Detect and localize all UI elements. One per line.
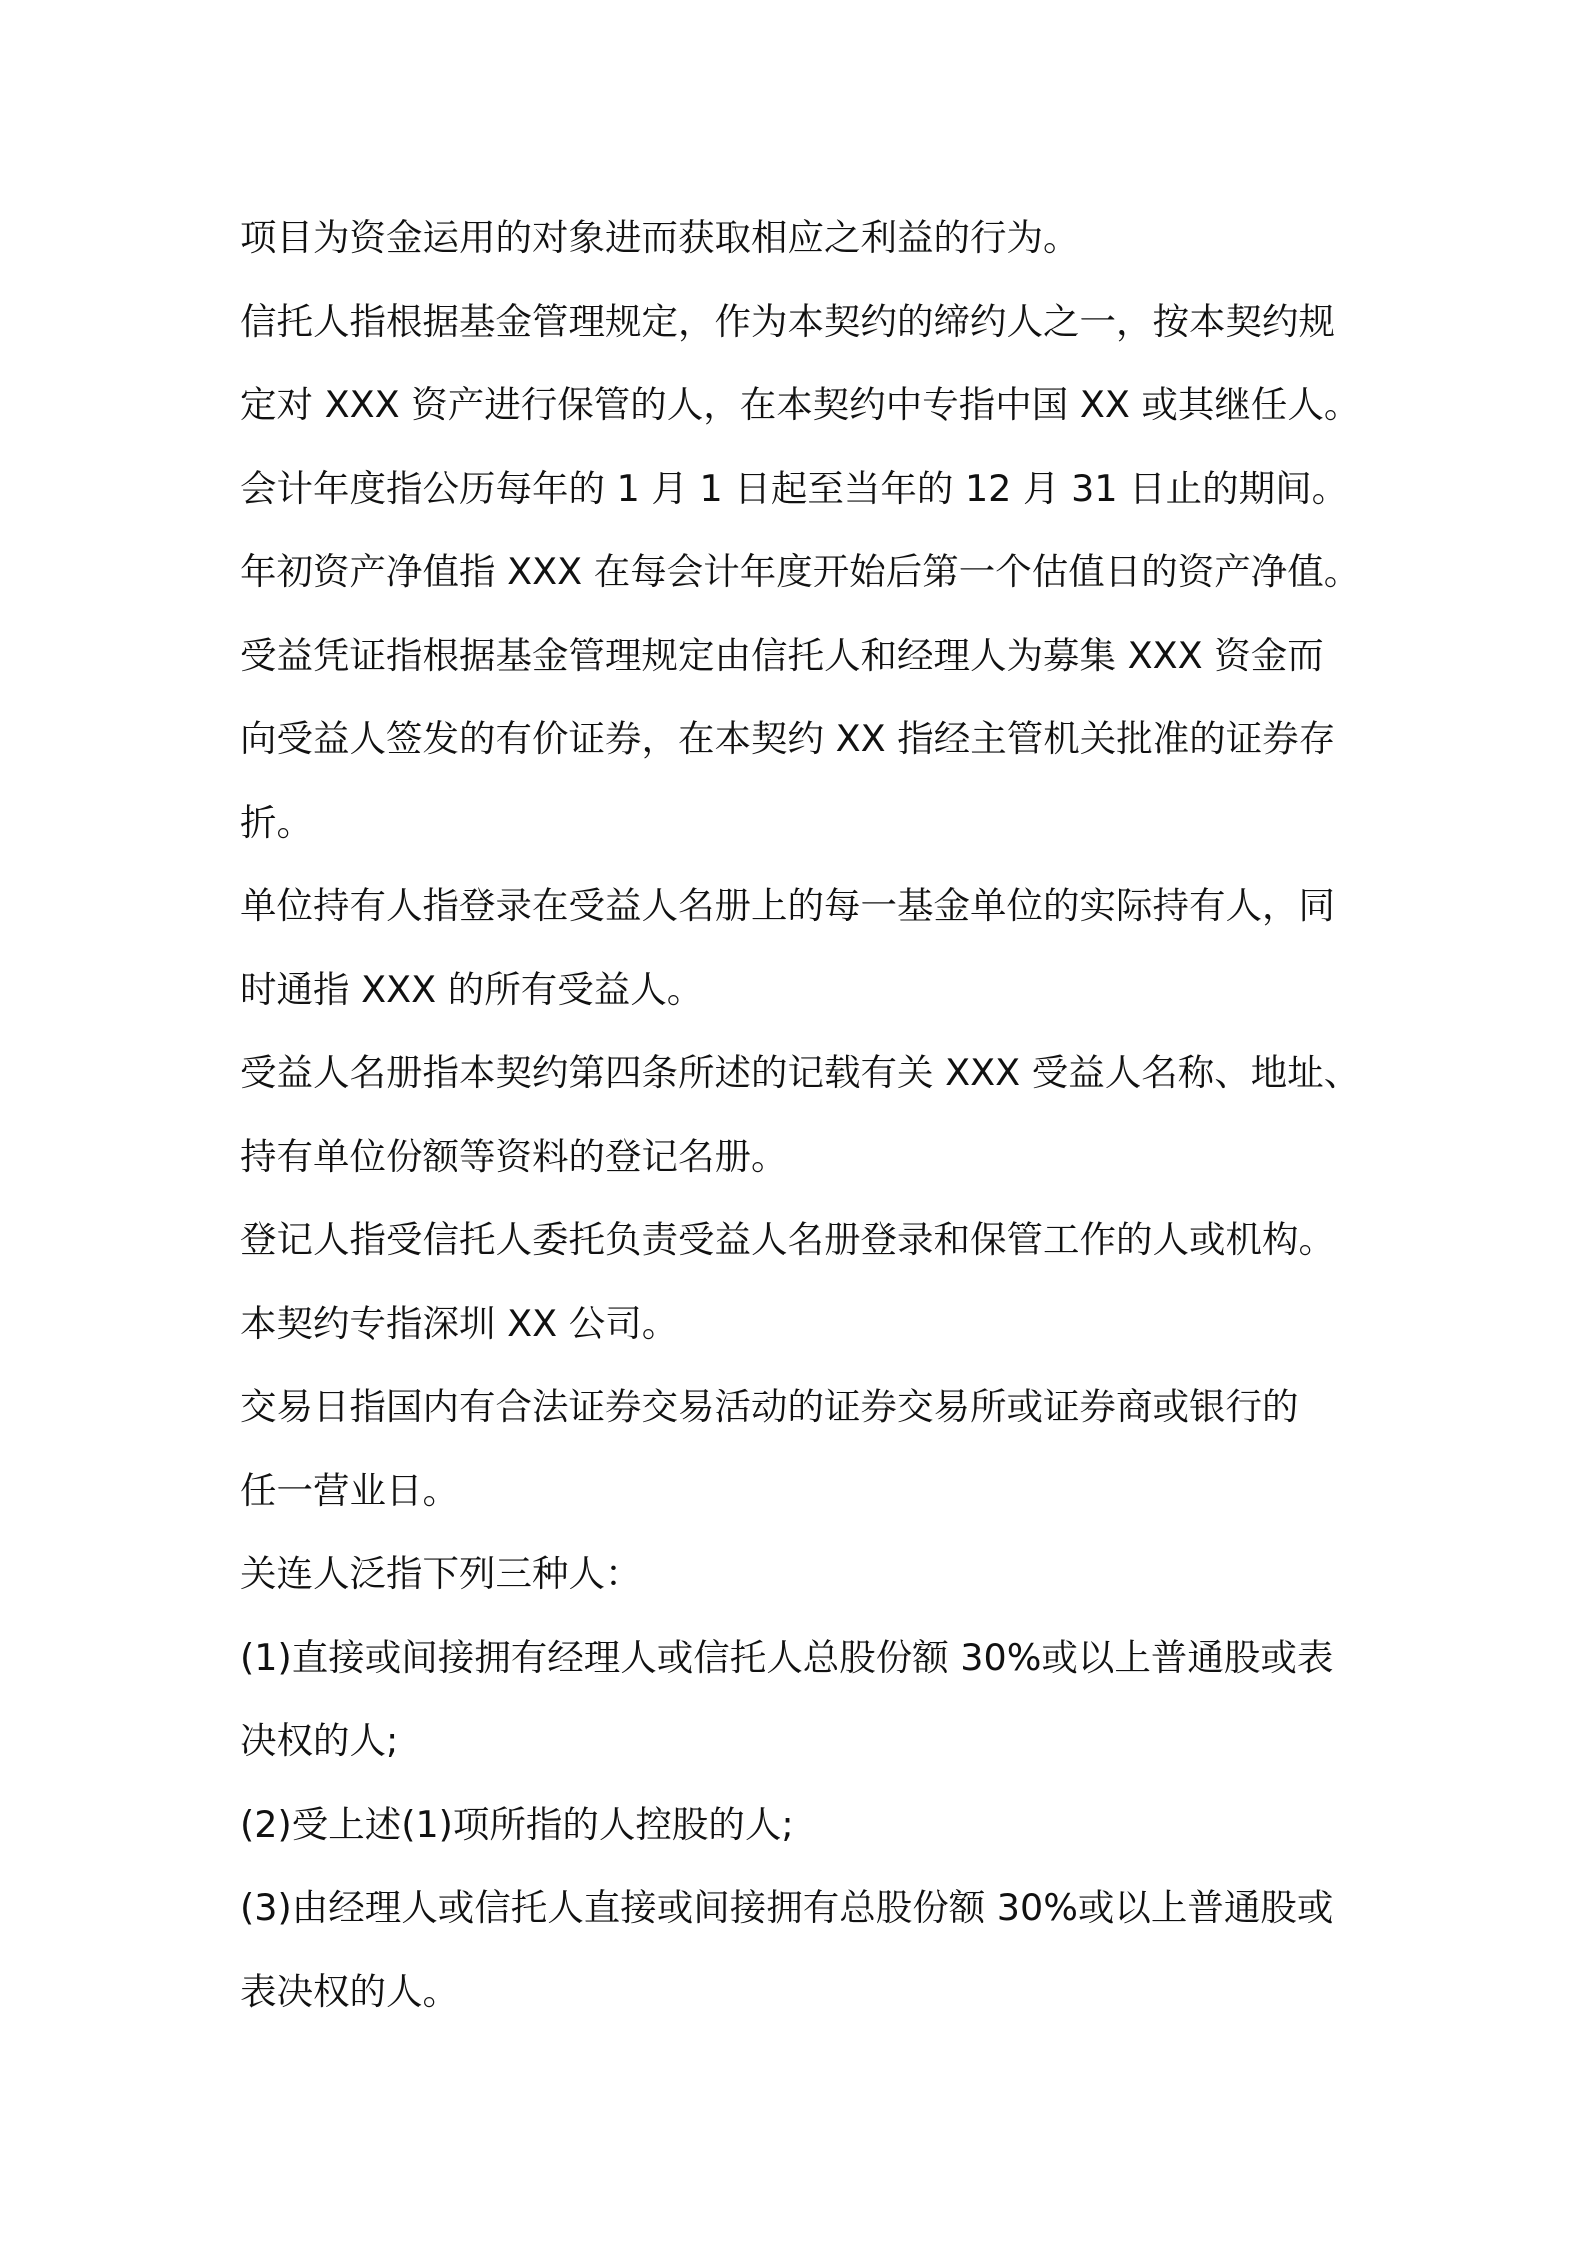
text-line: 决权的人; [240, 1719, 399, 1762]
text-line: 交易日指国内有合法证券交易活动的证券交易所或证券商或银行的 [240, 1385, 1299, 1428]
text-line: (2)受上述(1)项所指的人控股的人; [240, 1802, 794, 1846]
text-line: 单位持有人指登录在受益人名册上的每一基金单位的实际持有人，同 [240, 884, 1335, 927]
text-line: 受益凭证指根据基金管理规定由信托人和经理人为募集 XXX 资金而 [240, 633, 1324, 677]
document-body [240, 196, 1360, 2033]
text-line: (1)直接或间接拥有经理人或信托人总股份额 30%或以上普通股或表 [240, 1635, 1334, 1679]
text-line: 受益人名册指本契约第四条所述的记载有关 XXX 受益人名称、地址、 [240, 1051, 1361, 1094]
text-line: 关连人泛指下列三种人： [240, 1552, 642, 1595]
text-line: 持有单位份额等资料的登记名册。 [240, 1134, 788, 1178]
text-line: 定对 XXX 资产进行保管的人，在本契约中专指中国 XX 或其继任人。 [240, 383, 1361, 426]
text-line: 时通指 XXX 的所有受益人。 [240, 967, 704, 1011]
text-line: 年初资产净值指 XXX 在每会计年度开始后第一个估值日的资产净值。 [240, 550, 1361, 593]
text-line: (3)由经理人或信托人直接或间接拥有总股份额 30%或以上普通股或 [240, 1886, 1334, 1929]
text-line: 本契约专指深圳 XX 公司。 [240, 1301, 679, 1345]
text-line: 项目为资金运用的对象进而获取相应之利益的行为。 [240, 216, 1080, 259]
text-line: 登记人指受信托人委托负责受益人名册登录和保管工作的人或机构。 [240, 1218, 1335, 1261]
text-line: 会计年度指公历每年的 1 月 1 日起至当年的 12 月 31 日止的期间。 [240, 466, 1349, 510]
text-line: 表决权的人。 [240, 1969, 459, 2013]
text-line: 向受益人签发的有价证券，在本契约 XX 指经主管机关批准的证券存 [240, 717, 1336, 760]
text-line: 信托人指根据基金管理规定，作为本契约的缔约人之一，按本契约规 [240, 299, 1335, 343]
text-line: 任一营业日。 [240, 1468, 459, 1512]
text-line: 折。 [240, 800, 313, 844]
